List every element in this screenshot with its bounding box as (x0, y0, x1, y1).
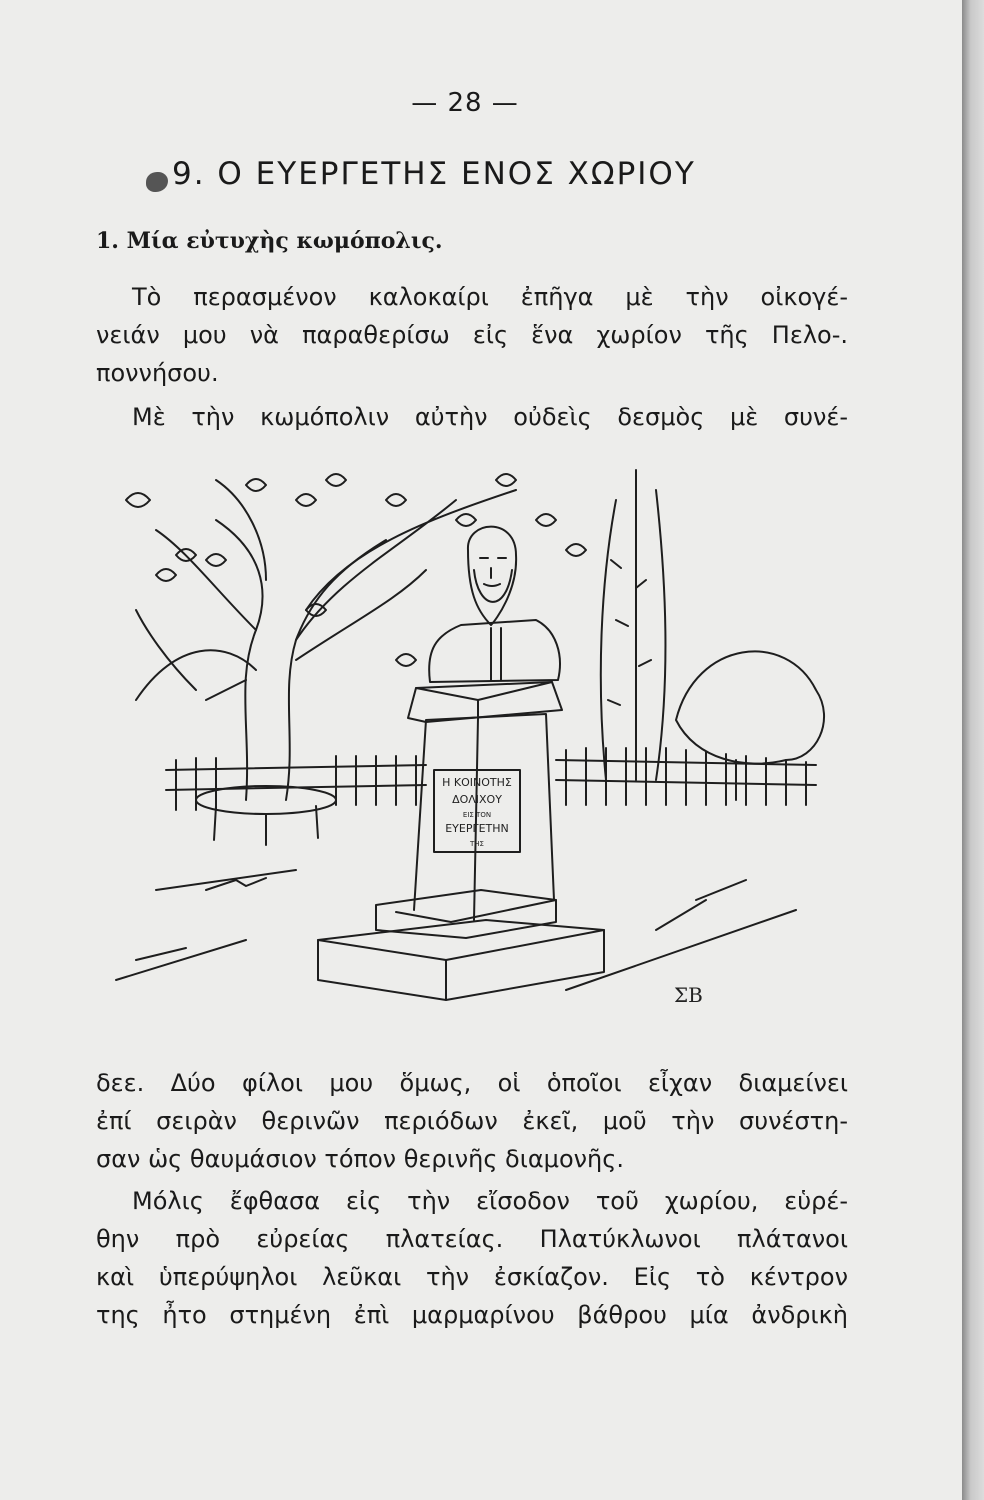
shrub-right (676, 651, 824, 763)
plaque-line: ΔΟΛΙΧΟΥ (452, 793, 502, 806)
base-edges (318, 930, 604, 1000)
artist-signature: ΣΒ (674, 983, 703, 1007)
cypress-tree (601, 470, 666, 780)
text-line: Μόλις ἔφθασα εἰς τὴν εἴσοδον τοῦ χωρίου, εὑρέ- (132, 1187, 848, 1215)
tree-branches (156, 480, 516, 660)
cypress-hatching (608, 560, 651, 705)
paragraph-2-start (96, 398, 848, 436)
plaque-line: ΤΗΣ (470, 840, 484, 848)
text-line: δεε. Δύο φίλοι μου ὅμως, οἱ ὁποῖοι εἶχαν διαμείνει (96, 1069, 848, 1097)
text-line: ποννήσου. (96, 359, 219, 387)
text-line: καὶ ὑπερύψηλοι λεῦκαι τὴν ἐσκίαζον. Εἰς τὸ κέντρον (96, 1263, 848, 1291)
grass-squiggle (206, 878, 266, 890)
plaque-line: ΕΥΕΡΓΕΤΗΝ (445, 822, 509, 835)
bust-collar (491, 628, 501, 680)
bush-outline (136, 650, 256, 700)
text-line: ἐπί σειρὰν θερινῶν περιόδων ἐκεῖ, μοῦ τὴν συνέστη- (96, 1107, 848, 1135)
text-line: της ἦτο στημένη ἐπὶ μαρμαρίνου βάθρου μία ἀνδρικὴ (96, 1301, 848, 1329)
text-line: νειάν μου νὰ παραθερίσω εἰς ἕνα χωρίον τῆς Πελο-. (96, 321, 848, 349)
page-number: — 28 — (411, 88, 519, 118)
plaque-line: ΕΙΣ ΤΟΝ (462, 811, 492, 819)
page-edge-shadow (962, 0, 984, 1500)
text-line: θην πρὸ εὐρείας πλατείας. Πλατύκλωνοι πλάτανοι (96, 1225, 848, 1253)
monument-base-step (318, 920, 604, 1000)
bust-face (474, 558, 512, 602)
chapter-title: 9. Ο ΕΥΕΡΓΕΤΗΣ ΕΝΟΣ ΧΩΡΙΟΥ (172, 156, 696, 192)
pedestal-cap (408, 682, 562, 722)
plinth-edges (396, 900, 556, 922)
monument-illustration (96, 460, 856, 1060)
paragraph-3 (96, 1182, 848, 1334)
plaque-line: Η ΚΟΙΝΟΤΗΣ (442, 776, 512, 789)
ink-blot (146, 172, 168, 192)
paragraph-2-end (96, 1064, 848, 1178)
bust-shoulders (429, 620, 560, 682)
section-heading: 1. Μία εὐτυχὴς κωμόπολις. (96, 228, 443, 254)
text-line: Μὲ τὴν κωμόπολιν αὐτὴν οὐδεὶς δεσμὸς μὲ συνέ- (132, 403, 848, 431)
ground-line (116, 870, 796, 990)
tree-bush-back (136, 610, 246, 700)
paragraph-1 (96, 278, 848, 392)
tree-leaves (126, 474, 586, 666)
text-line: Τὸ περασμένον καλοκαίρι ἐπῆγα μὲ τὴν οἰκογέ- (132, 283, 848, 311)
text-line: σαν ὡς θαυμάσιον τόπον θερινῆς διαμονῆς. (96, 1145, 624, 1173)
